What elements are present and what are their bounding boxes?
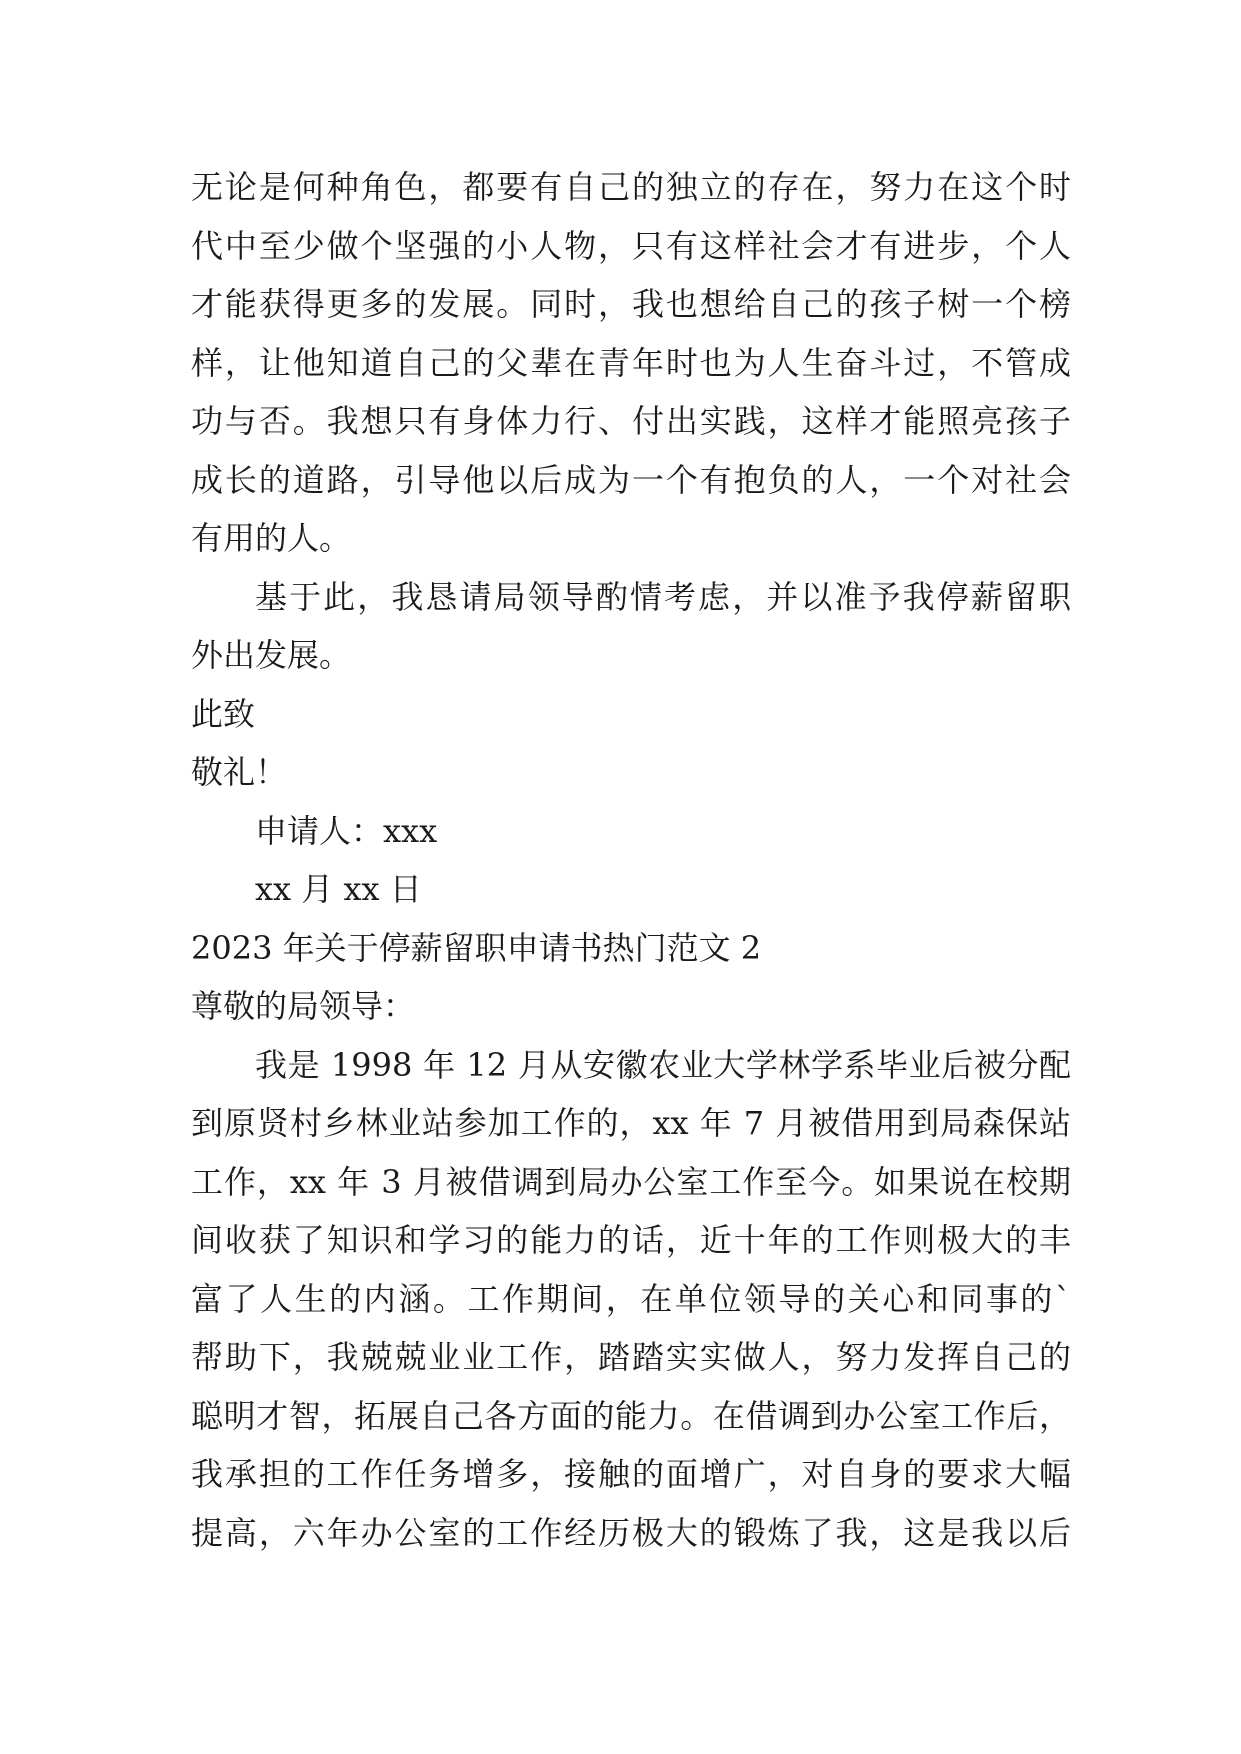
text-line: 有用的人。 — [191, 519, 352, 557]
text-line: 富了人生的内涵。工作期间，在单位领导的关心和同事的` — [191, 1279, 1071, 1318]
text-line: xx 月 xx 日 — [255, 870, 422, 908]
text-line: 此致 — [191, 694, 256, 733]
text-line: 功与否。我想只有身体力行、付出实践，这样才能照亮孩子 — [191, 402, 1071, 440]
text-line: 才能获得更多的发展。同时，我也想给自己的孩子树一个榜 — [191, 285, 1071, 323]
text-line: 申请人：xxx — [255, 811, 438, 850]
document-body — [191, 158, 1071, 1562]
text-line: 2023 年关于停薪留职申请书热门范文 2 — [191, 928, 762, 967]
text-line: 无论是何种角色，都要有自己的独立的存在，努力在这个时 — [191, 168, 1071, 206]
text-line: 工作，xx 年 3 月被借调到局办公室工作至今。如果说在校期 — [191, 1162, 1071, 1201]
text-line: 外出发展。 — [191, 636, 352, 674]
text-line: 基于此，我恳请局领导酌情考虑，并以准予我停薪留职 — [255, 577, 1071, 616]
text-line: 尊敬的局领导： — [191, 987, 416, 1025]
text-line: 成长的道路，引导他以后成为一个有抱负的人，一个对社会 — [191, 460, 1071, 499]
text-line: 间收获了知识和学习的能力的话，近十年的工作则极大的丰 — [191, 1221, 1071, 1259]
text-line: 我是 1998 年 12 月从安徽农业大学林学系毕业后被分配 — [255, 1045, 1071, 1084]
text-line: 提高，六年办公室的工作经历极大的锻炼了我，这是我以后 — [191, 1513, 1071, 1552]
text-line: 我承担的工作任务增多，接触的面增广，对自身的要求大幅 — [191, 1455, 1071, 1493]
text-line: 代中至少做个坚强的小人物，只有这样社会才有进步，个人 — [191, 226, 1071, 265]
text-line: 帮助下，我兢兢业业工作，踏踏实实做人，努力发挥自己的 — [191, 1338, 1071, 1376]
text-line: 敬礼！ — [191, 753, 288, 791]
text-line: 到原贤村乡林业站参加工作的，xx 年 7 月被借用到局森保站 — [191, 1104, 1071, 1142]
text-line: 样，让他知道自己的父辈在青年时也为人生奋斗过，不管成 — [191, 343, 1071, 382]
text-line: 聪明才智，拓展自己各方面的能力。在借调到办公室工作后， — [191, 1396, 1071, 1435]
